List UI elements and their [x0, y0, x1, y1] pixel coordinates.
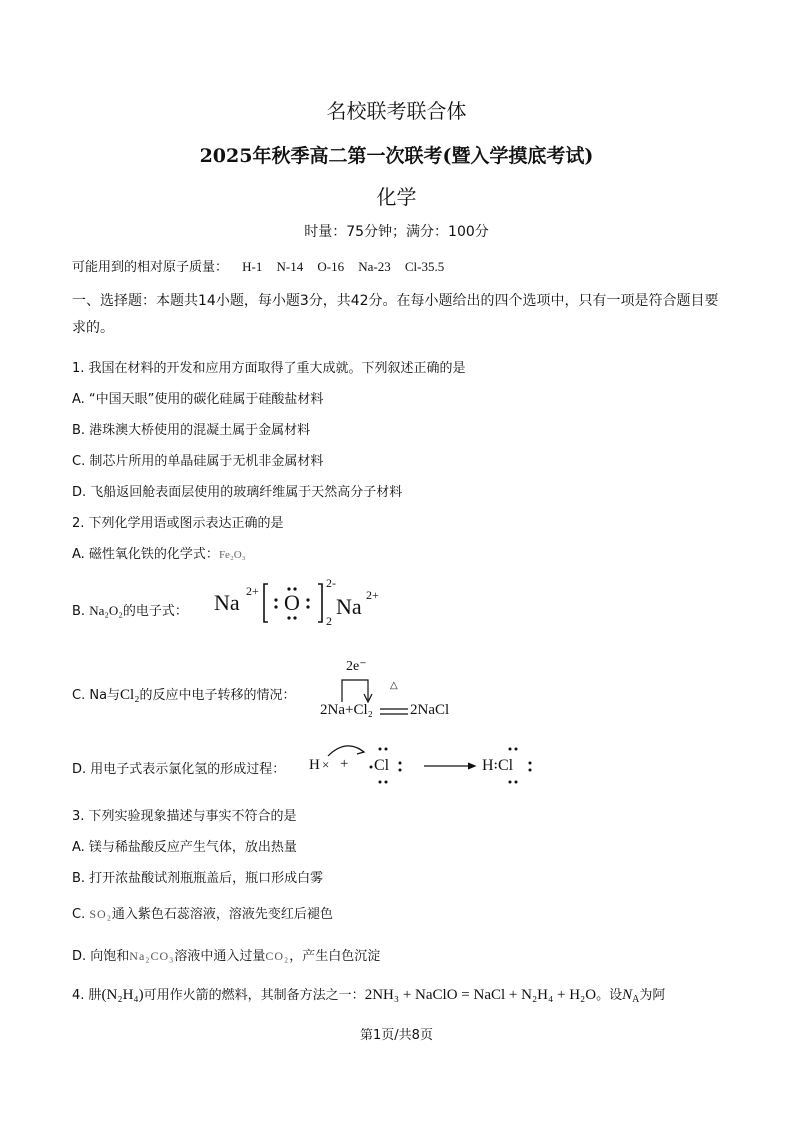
q1-stem: 1. 我国在材料的开发和应用方面取得了重大成就。下列叙述正确的是 [72, 361, 466, 376]
q3-d-suffix: ，产生白色沉淀 [289, 949, 381, 964]
q3-d-formula2: CO₂ [265, 949, 290, 963]
e-dot [379, 781, 382, 784]
q2-option-a [72, 543, 246, 562]
q2-option-b [72, 600, 188, 619]
q3-c-prefix: C. [72, 907, 86, 922]
q2-c-delta: △ [390, 680, 398, 691]
e-dot [399, 769, 402, 772]
q2-c-left: 2Na+Cl₂ [320, 702, 373, 718]
q4-na-sub: A [632, 994, 640, 1005]
q1-option-c: C. 制芯片所用的单晶硅属于无机非金属材料 [72, 454, 324, 469]
mass-na: Na-23 [358, 259, 391, 274]
atomic-masses [72, 256, 444, 275]
e-dot [306, 605, 309, 608]
section-intro: 一、选择题：本题共14小题，每小题3分，共42分。在每小题给出的四个选项中，只有一项是符合题目要求的。 [72, 293, 719, 336]
mass-h: H-1 [242, 259, 263, 274]
e-dot [293, 616, 296, 619]
q3-c-formula: SO₂ [89, 907, 112, 921]
time-score: 时量：75分钟；满分：100分 [304, 224, 489, 240]
e-dot [274, 598, 277, 601]
q2-d-product: H꞉Cl [482, 757, 514, 774]
q2-c-arrow-svg [318, 674, 478, 704]
q3-option-c [72, 903, 333, 922]
q4-na: N [622, 987, 633, 1003]
q4-equation: 2NH₃ + NaClO = NaCl + N₂H₄ + H₂O [364, 987, 597, 1003]
q1-option-b: B. 港珠澳大桥使用的混凝土属于金属材料 [72, 423, 311, 438]
e-dot [385, 748, 388, 751]
q2-c-reaction [318, 658, 478, 723]
q2-b-charge1: 2+ [246, 584, 259, 598]
e-dot [509, 781, 512, 784]
q4-mid: 可用作火箭的燃料，其制备方法之一： [143, 988, 365, 1003]
q2-d-h: H [309, 757, 320, 773]
e-dot [306, 598, 309, 601]
exam-title: 2025年秋季高二第一次联考(暨入学摸底考试) [199, 145, 594, 167]
q2-c-suffix: 的反应中电子转移的情况： [139, 688, 296, 703]
q4-stem [72, 984, 665, 1005]
e-dot [274, 605, 277, 608]
q2-b-prefix: B. [72, 604, 86, 619]
page-number: 第1页/共8页 [360, 1028, 433, 1043]
e-dot [379, 748, 382, 751]
q3-option-a: A. 镁与稀盐酸反应产生气体，放出热量 [72, 840, 297, 855]
left-bracket [264, 584, 268, 622]
q2-d-x: × [322, 757, 330, 772]
q2-b-electron-formula [214, 576, 394, 630]
masses-label: 可能用到的相对原子质量： [72, 260, 229, 275]
e-dot [385, 781, 388, 784]
org-title: 名校联考联合体 [326, 99, 467, 123]
q4-formula: (N₂H₄) [101, 987, 144, 1003]
q1-option-a: A. “中国天眼”使用的碳化硅属于硅酸盐材料 [72, 392, 324, 407]
q2-c-right: 2NaCl [410, 702, 450, 718]
q2-c-cl2: Cl₂ [120, 687, 140, 703]
mass-o: O-16 [317, 259, 345, 274]
e-dot [509, 748, 512, 751]
q2-a-prefix: A. 磁性氧化铁的化学式： [72, 547, 219, 562]
mass-cl: Cl-35.5 [404, 259, 445, 274]
q2-b-oxygen: O [284, 590, 300, 615]
e-dot [515, 748, 518, 751]
e-dot [399, 762, 402, 765]
e-dot [529, 762, 532, 765]
q2-option-d: D. 用电子式表示氯化氢的形成过程： [72, 762, 286, 777]
q3-stem: 3. 下列实验现象描述与事实不符合的是 [72, 809, 297, 824]
q2-c-prefix: C. Na与 [72, 688, 121, 703]
q2-b-suffix: 的电子式： [122, 604, 188, 619]
q2-a-formula: Fe₂O₃ [218, 549, 246, 561]
e-dot [287, 616, 290, 619]
q2-b-charge2: 2- [326, 576, 336, 590]
q3-d-mid: 溶液中通入过量 [174, 949, 266, 964]
q4-prefix: 4. 肼 [72, 988, 102, 1003]
mass-n: N-14 [276, 259, 304, 274]
q2-b-na2: Na [336, 594, 362, 619]
q2-option-c [72, 684, 295, 704]
reaction-arrowhead [468, 763, 475, 769]
e-dot [515, 781, 518, 784]
q1-option-d: D. 飞船返回舱表面层使用的玻璃纤维属于天然高分子材料 [72, 485, 403, 500]
e-dot [529, 769, 532, 772]
curved-arrow [328, 746, 364, 756]
e-dot [370, 766, 373, 769]
transfer-line [342, 680, 368, 702]
q2-b-formula: Na₂O₂ [89, 603, 123, 618]
q2-b-sub2: 2 [326, 614, 332, 628]
q3-d-prefix: D. 向饱和 [72, 949, 130, 964]
q4-suffix-a: 。设 [596, 988, 623, 1003]
subject-title: 化学 [376, 185, 417, 209]
q2-b-charge3: 2+ [366, 588, 379, 602]
q3-option-d [72, 945, 380, 964]
q3-d-formula1: Na₂CO₃ [129, 949, 175, 963]
q2-d-plus: + [340, 756, 349, 772]
q3-c-suffix: 通入紫色石蕊溶液，溶液先变红后褪色 [111, 907, 333, 922]
q2-c-transfer-label: 2e⁻ [346, 659, 367, 674]
q2-d-cl: Cl [374, 757, 390, 774]
q3-option-b: B. 打开浓盐酸试剂瓶瓶盖后，瓶口形成白雾 [72, 871, 324, 886]
q2-b-na1: Na [214, 590, 240, 615]
q2-d-process [306, 738, 536, 784]
q4-suffix-b: 为阿 [639, 988, 666, 1003]
right-bracket [318, 584, 322, 622]
q2-c-equals-svg [380, 706, 410, 718]
q2-stem: 2. 下列化学用语或图示表达正确的是 [72, 516, 284, 531]
